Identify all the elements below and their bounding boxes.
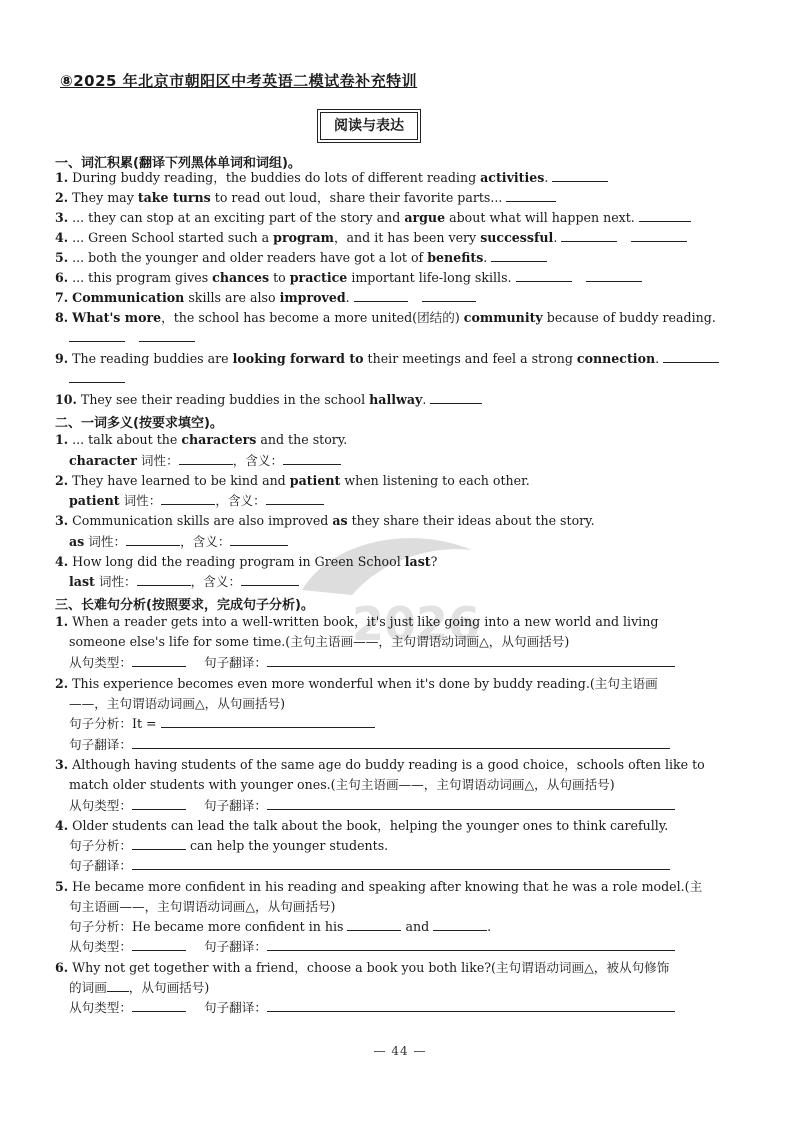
meaning-blank[interactable] bbox=[283, 452, 341, 465]
sentence-4-line1: 4. Older students can lead the talk about the book，helping the younger ones to think carefully. bbox=[55, 818, 669, 833]
polysemy-item-1: 1. ... talk about the characters and the story. bbox=[55, 432, 348, 447]
vocab-item-1: 1. During buddy reading，the buddies do lots of different reading activities. bbox=[55, 168, 608, 188]
sentence-5-answers: 从句类型： 句子翻译： bbox=[69, 937, 675, 957]
sentence-3-line2: match older students with younger ones.(主句主语画——，主句谓语动词画△，从句画括号) bbox=[69, 777, 615, 792]
vocab-item-8: 8. What's more，the school has become a more united(团结的) community because of buddy reading. bbox=[55, 310, 716, 325]
section3-heading: 三、长难句分析(按照要求，完成句子分析)。 bbox=[55, 598, 314, 613]
answer-blank[interactable] bbox=[422, 289, 476, 302]
sentence-5-line1: 5. He became more confident in his reading and speaking after knowing that he was a role model.(主 bbox=[55, 879, 703, 894]
polysemy-answer-4: last 词性： ，含义： bbox=[69, 572, 299, 592]
underline-sample bbox=[107, 979, 129, 992]
clause-type-blank[interactable] bbox=[132, 938, 186, 951]
clause-type-blank[interactable] bbox=[132, 999, 186, 1012]
sentence-4-translation: 句子翻译： bbox=[69, 856, 670, 876]
vocab-item-5: 5. ... both the younger and older readers have got a lot of benefits. bbox=[55, 248, 547, 268]
section-box-title: 阅读与表达 bbox=[320, 112, 418, 140]
sentence-6-line1: 6. Why not get together with a friend，choose a book you both like?(主句谓语动词画△，被从句修饰 bbox=[55, 960, 670, 975]
answer-blank[interactable] bbox=[552, 169, 608, 182]
section2-heading: 二、一词多义(按要求填空)。 bbox=[55, 416, 223, 431]
pos-blank[interactable] bbox=[161, 492, 215, 505]
answer-blank[interactable] bbox=[491, 249, 547, 262]
sentence-1-line2: someone else's life for some time.(主句主语画——，主句谓语动词画△，从句画括号) bbox=[69, 634, 570, 649]
sentence-2-line1: 2. This experience becomes even more wonderful when it's done by buddy reading.(主句主语画 bbox=[55, 676, 658, 691]
pos-blank[interactable] bbox=[126, 533, 180, 546]
pos-blank[interactable] bbox=[179, 452, 233, 465]
pos-blank[interactable] bbox=[137, 573, 191, 586]
vocab-item-4: 4. ... Green School started such a program，and it has been very successful. bbox=[55, 228, 687, 248]
answer-blank[interactable] bbox=[139, 329, 195, 342]
meaning-blank[interactable] bbox=[230, 533, 288, 546]
sentence-3-answers: 从句类型： 句子翻译： bbox=[69, 796, 675, 816]
sentence-5-analysis: 句子分析：He became more confident in his and . bbox=[69, 919, 492, 934]
answer-blank[interactable] bbox=[354, 289, 408, 302]
analysis-blank[interactable] bbox=[347, 918, 401, 931]
sentence-1-answers: 从句类型： 句子翻译： bbox=[69, 653, 675, 673]
analysis-blank[interactable] bbox=[433, 918, 487, 931]
analysis-blank[interactable] bbox=[132, 837, 186, 850]
polysemy-answer-1: character 词性： ，含义： bbox=[69, 451, 341, 471]
answer-blank[interactable] bbox=[586, 269, 642, 282]
polysemy-item-3: 3. Communication skills are also improved as they share their ideas about the story. bbox=[55, 513, 595, 528]
page-title: ⑧2025 年北京市朝阳区中考英语二模试卷补充特训 bbox=[60, 72, 418, 90]
translation-blank[interactable] bbox=[267, 797, 675, 810]
vocab-item-6: 6. ... this program gives chances to practice important life-long skills. bbox=[55, 268, 642, 288]
answer-blank[interactable] bbox=[639, 209, 691, 222]
meaning-blank[interactable] bbox=[266, 492, 324, 505]
sentence-2-line2: ——，主句谓语动词画△，从句画括号) bbox=[69, 696, 286, 711]
answer-blank[interactable] bbox=[663, 350, 719, 363]
sentence-3-line1: 3. Although having students of the same age do buddy reading is a good choice，schools often like to bbox=[55, 757, 705, 772]
vocab-item-7: 7. Communication skills are also improved. bbox=[55, 288, 476, 308]
section1-heading: 一、词汇积累(翻译下列黑体单词和词组)。 bbox=[55, 156, 301, 171]
answer-blank[interactable] bbox=[631, 229, 687, 242]
answer-blank[interactable] bbox=[430, 391, 482, 404]
clause-type-blank[interactable] bbox=[132, 797, 186, 810]
sentence-4-analysis: 句子分析： can help the younger students. bbox=[69, 838, 389, 853]
polysemy-answer-3: as 词性： ，含义： bbox=[69, 532, 288, 552]
meaning-blank[interactable] bbox=[241, 573, 299, 586]
answer-blank[interactable] bbox=[516, 269, 572, 282]
vocab-item-3: 3. ... they can stop at an exciting part of the story and argue about what will happen next. bbox=[55, 208, 691, 228]
clause-type-blank[interactable] bbox=[132, 654, 186, 667]
sentence-2-analysis: 句子分析：It = bbox=[69, 714, 375, 734]
translation-blank[interactable] bbox=[132, 736, 670, 749]
page-number: — 44 — bbox=[373, 1044, 427, 1058]
vocab-item-2: 2. They may take turns to read out loud，share their favorite parts... bbox=[55, 188, 556, 208]
vocab-item-9-blank2 bbox=[69, 369, 125, 389]
answer-blank[interactable] bbox=[561, 229, 617, 242]
translation-blank[interactable] bbox=[267, 654, 675, 667]
polysemy-item-2: 2. They have learned to be kind and patient when listening to each other. bbox=[55, 473, 530, 488]
watermark-text: 2026 bbox=[352, 597, 481, 650]
sentence-2-translation: 句子翻译： bbox=[69, 735, 670, 755]
polysemy-answer-2: patient 词性： ，含义： bbox=[69, 491, 324, 511]
vocab-item-10: 10. They see their reading buddies in the school hallway. bbox=[55, 390, 482, 410]
vocab-item-9: 9. The reading buddies are looking forward to their meetings and feel a strong connection. bbox=[55, 349, 719, 369]
translation-blank[interactable] bbox=[267, 999, 675, 1012]
answer-blank[interactable] bbox=[506, 189, 556, 202]
analysis-blank[interactable] bbox=[161, 715, 375, 728]
sentence-6-line2: 的词画 ，从句画括号) bbox=[69, 980, 210, 995]
answer-blank[interactable] bbox=[69, 370, 125, 383]
polysemy-item-4: 4. How long did the reading program in Green School last? bbox=[55, 554, 438, 569]
sentence-5-line2: 句主语画——，主句谓语动词画△，从句画括号) bbox=[69, 899, 336, 914]
sentence-1-line1: 1. When a reader gets into a well-written book，it's just like going into a new world and living bbox=[55, 614, 659, 629]
vocab-item-8-blanks bbox=[69, 328, 195, 348]
sentence-6-answers: 从句类型： 句子翻译： bbox=[69, 998, 675, 1018]
translation-blank[interactable] bbox=[132, 857, 670, 870]
answer-blank[interactable] bbox=[69, 329, 125, 342]
translation-blank[interactable] bbox=[267, 938, 675, 951]
